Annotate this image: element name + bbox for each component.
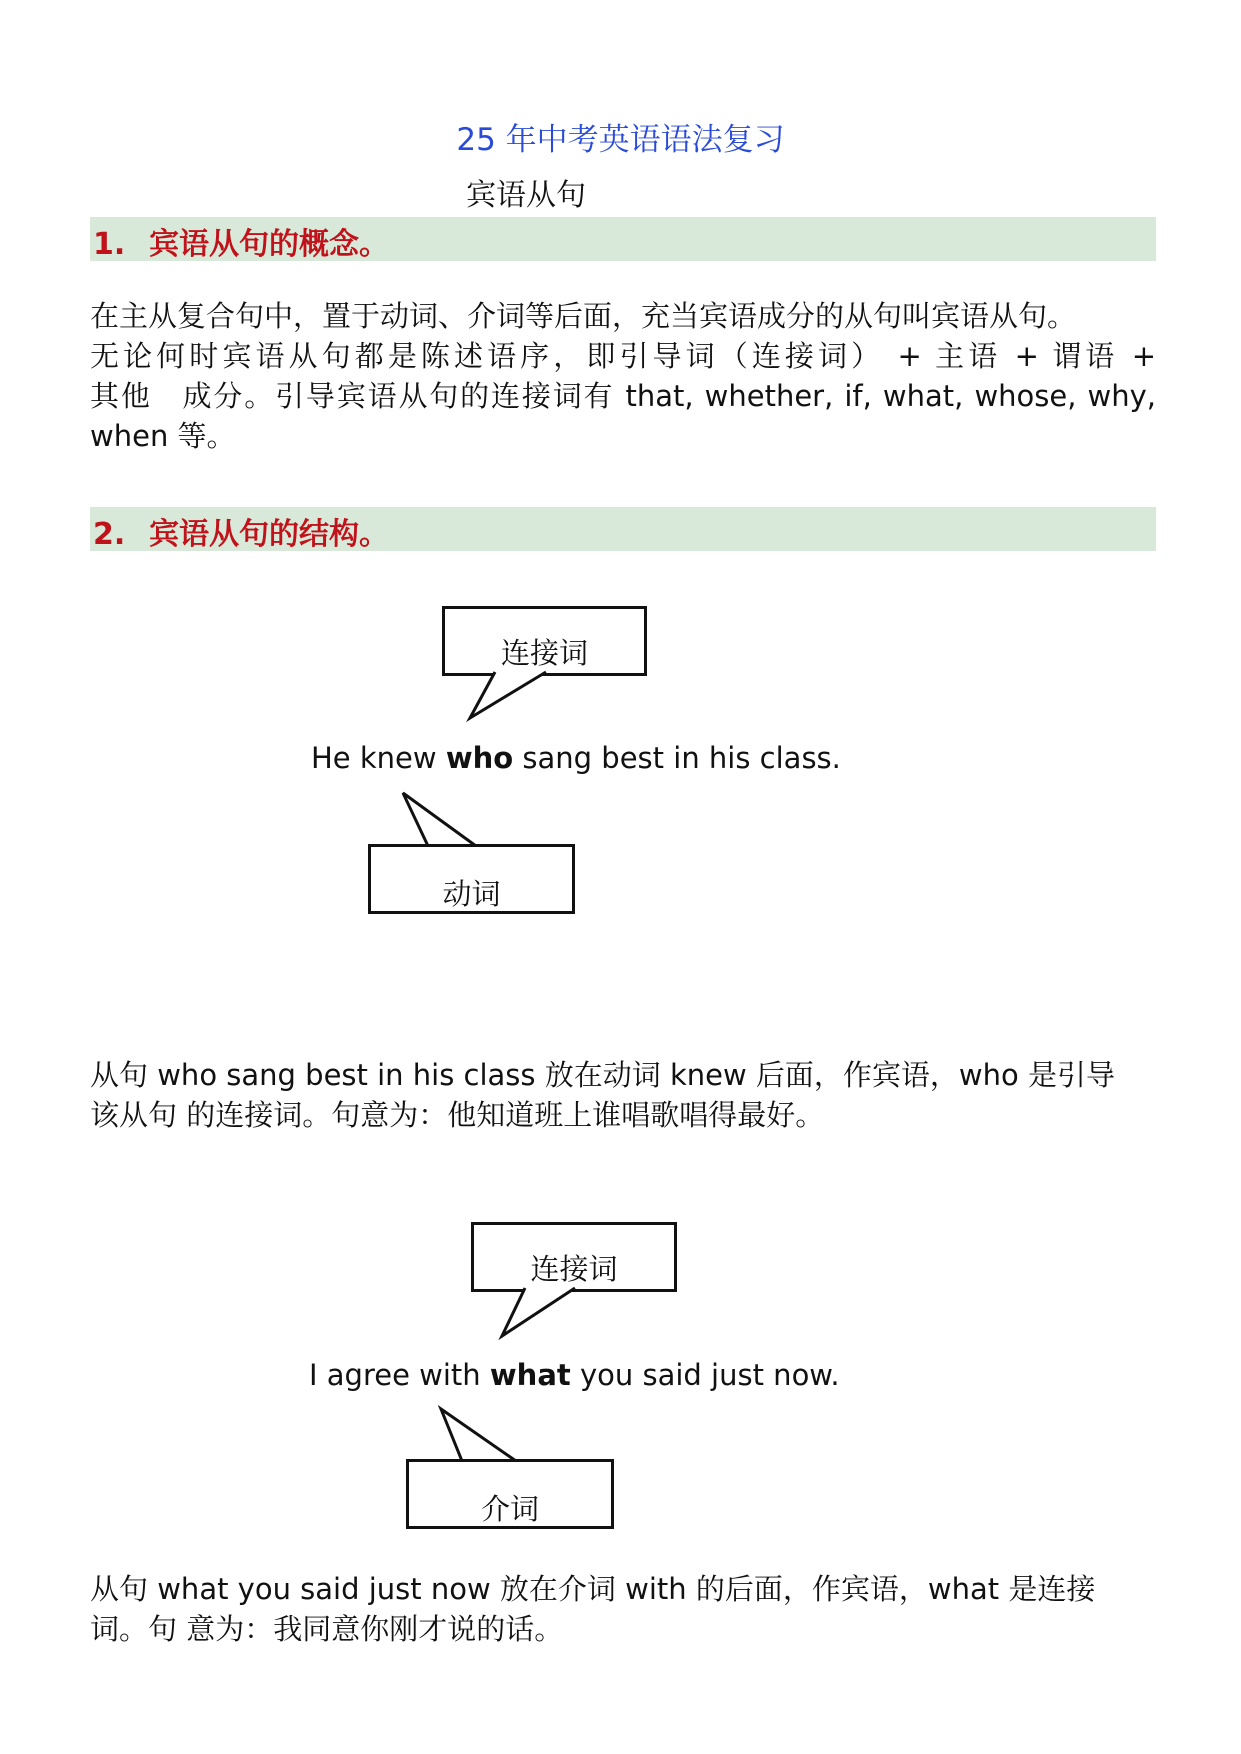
paragraph-line: when 等。	[90, 419, 236, 453]
section-2-title: 宾语从句的结构。	[149, 517, 389, 552]
paragraph-line: 在主从复合句中，置于动词、介词等后面，充当宾语成分的从句叫宾语从句。	[90, 299, 1077, 333]
paragraph-line: 词。句 意为：我同意你刚才说的话。	[90, 1612, 564, 1646]
callout-label: 连接词	[500, 636, 588, 670]
callout-label: 介词	[480, 1492, 539, 1526]
page-subtitle: 宾语从句	[466, 178, 586, 213]
callout-preposition	[406, 1459, 614, 1529]
paragraph-line: 该从句 的连接词。句意为：他知道班上谁唱歌唱得最好。	[90, 1098, 825, 1132]
callout-label: 动词	[442, 877, 501, 911]
conjunction-word: what	[489, 1358, 571, 1392]
section-1-title: 宾语从句的概念。	[149, 227, 389, 262]
paragraph-line: 从句 what you said just now 放在介词 with 的后面，作宾语，what 是连接	[90, 1572, 1096, 1606]
page-title: 25 年中考英语语法复习	[456, 122, 785, 158]
conjunction-word: who	[445, 741, 514, 775]
paragraph-line: 无论何时宾语从句都是陈述语序，即引导词（连接词） + 主语 + 谓语 +	[90, 339, 1156, 373]
example-sentence-1: He knew who sang best in his class.	[311, 741, 841, 775]
callout-label: 连接词	[530, 1252, 618, 1286]
explanation-2	[90, 1569, 1156, 1649]
paragraph-line: 从句 who sang best in his class 放在动词 knew 后面，作宾语，who 是引导	[90, 1058, 1115, 1092]
example-sentence-2: I agree with what you said just now.	[309, 1358, 840, 1392]
section-2-number: 2.	[93, 517, 126, 552]
section-1-number: 1.	[93, 227, 126, 262]
paragraph-line: 其他 成分。引导宾语从句的连接词有 that, whether, if, what, whose, why,	[90, 379, 1156, 413]
